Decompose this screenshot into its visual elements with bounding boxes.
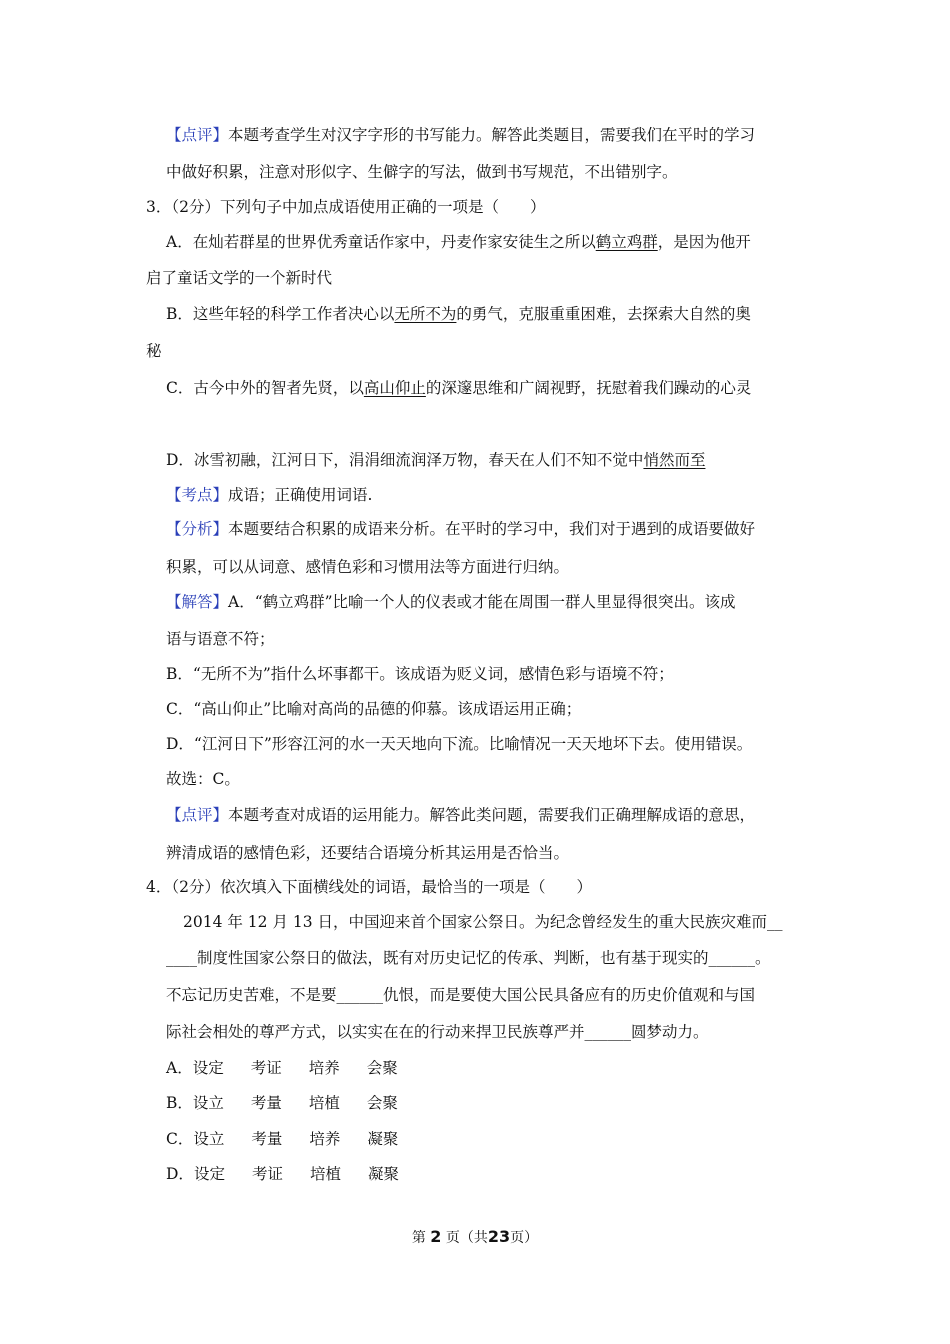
idiom-underlined: 高山仰止 — [363, 379, 426, 397]
q3-jieda-b: B．“无所不为”指什么坏事都干。该成语为贬义词，感情色彩与语境不符； — [166, 665, 674, 683]
idiom-underlined: 无所不为 — [394, 305, 457, 323]
q4-option-b: B．设立 考量 培植 会聚 — [166, 1094, 398, 1112]
page-number: 2 — [430, 1227, 442, 1246]
idiom-underlined: 鹤立鸡群 — [595, 233, 658, 251]
q3-dianping-2: 辨清成语的感情色彩，还要结合语境分析其运用是否恰当。 — [166, 844, 570, 862]
q3-fenxi-1: 【分析】本题要结合积累的成语来分析。在平时的学习中，我们对于遇到的成语要做好 — [166, 520, 756, 538]
q3-dianping-1: 【点评】本题考查对成语的运用能力。解答此类问题，需要我们正确理解成语的意思， — [166, 806, 756, 824]
q3-jieda-2: 语与语意不符； — [166, 630, 275, 648]
q4-passage-1: 2014 年 12 月 13 日，中国迎来首个国家公祭日。为纪念曾经发生的重大民族灾难而__ — [183, 913, 783, 931]
page-total: 23 — [487, 1227, 511, 1246]
q3-option-a: A．在灿若群星的世界优秀童话作家中，丹麦作家安徒生之所以鹤立鸡群，是因为他开 — [166, 233, 751, 251]
idiom-underlined: 悄然而至 — [643, 451, 706, 469]
q4-passage-3: 不忘记历史苦难，不是要______仇恨，而是要使大国公民具备应有的历史价值观和与国 — [166, 986, 756, 1004]
q3-option-d: D．冰雪初融，江河日下，涓涓细流润泽万物，春天在人们不知不觉中悄然而至 — [166, 451, 706, 469]
q3-option-a-cont: 启了童话文学的一个新时代 — [146, 269, 333, 287]
page-footer: 第 2 页（共23页） — [411, 1227, 539, 1246]
q3-option-b-cont: 秘 — [146, 342, 162, 360]
q3-option-b: B．这些年轻的科学工作者决心以无所不为的勇气，克服重重困难，去探索大自然的奥 — [166, 305, 751, 323]
q3-jieda-d: D．“江河日下”形容江河的水一天天地向下流。比喻情况一天天地坏下去。使用错误。 — [166, 735, 753, 753]
q3-jieda-c: C．“高山仰止”比喻对高尚的品德的仰慕。该成语运用正确； — [166, 700, 582, 718]
question-3-stem: 3．（2分）下列句子中加点成语使用正确的一项是（ ） — [146, 198, 546, 216]
q3-jieda-1: 【解答】A．“鹤立鸡群”比喻一个人的仪表或才能在周围一群人里显得很突出。该成 — [166, 593, 736, 611]
q4-option-d: D．设定 考证 培植 凝聚 — [166, 1165, 399, 1183]
review-line-2: 中做好积累，注意对形似字、生僻字的写法，做到书写规范，不出错别字。 — [166, 163, 678, 181]
q3-fenxi-2: 积累，可以从词意、感情色彩和习惯用法等方面进行归纳。 — [166, 558, 570, 576]
review-tag: 【点评】 — [166, 126, 229, 144]
q4-passage-2: ____制度性国家公祭日的做法，既有对历史记忆的传承、判断，也有基于现实的______。 — [166, 949, 771, 967]
q4-passage-4: 际社会相处的尊严方式，以实实在在的行动来捍卫民族尊严并______圆梦动力。 — [166, 1023, 709, 1041]
q4-option-a: A．设定 考证 培养 会聚 — [166, 1059, 398, 1077]
q4-option-c: C．设立 考量 培养 凝聚 — [166, 1130, 399, 1148]
q3-answer: 故选：C。 — [166, 770, 240, 788]
review-line-1: 【点评】本题考查学生对汉字字形的书写能力。解答此类题目，需要我们在平时的学习 — [166, 126, 756, 144]
question-4-stem: 4．（2分）依次填入下面横线处的词语，最恰当的一项是（ ） — [146, 878, 592, 896]
q3-kaodian: 【考点】成语；正确使用词语. — [166, 486, 373, 504]
q3-option-c: C．古今中外的智者先贤，以高山仰止的深邃思维和广阔视野，抚慰着我们躁动的心灵 — [166, 379, 752, 397]
